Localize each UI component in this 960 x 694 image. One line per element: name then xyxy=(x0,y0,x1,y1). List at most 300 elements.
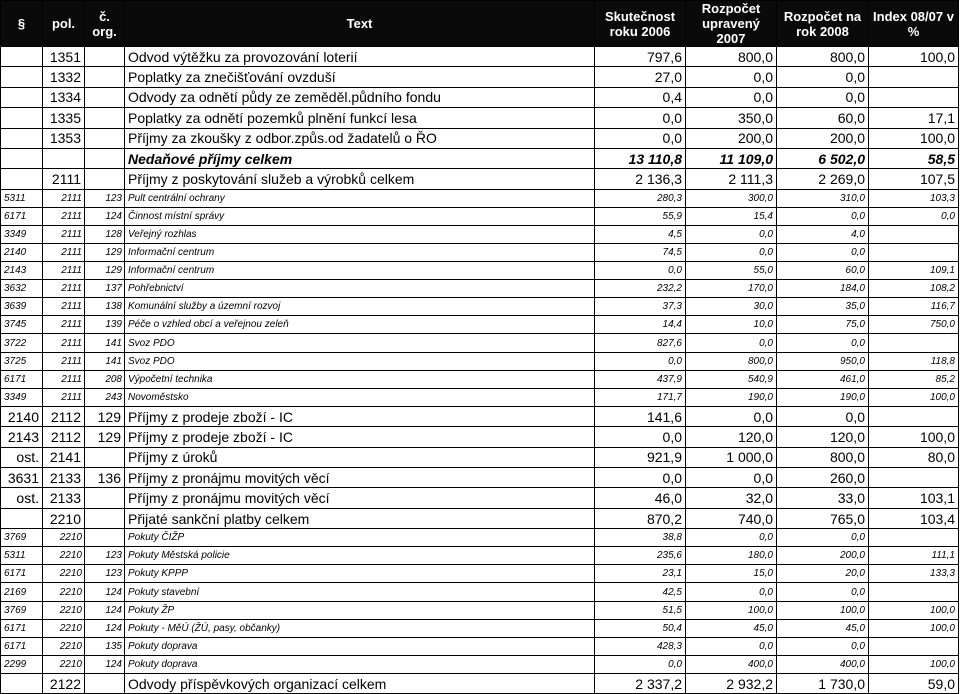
cell-skut: 13 110,8 xyxy=(595,148,686,168)
cell-pol: 1353 xyxy=(43,128,85,148)
table-row xyxy=(1,447,959,467)
cell-rozp: 170,0 xyxy=(686,280,777,298)
cell-skut: 2 136,3 xyxy=(595,169,686,189)
cell-par: 6171 xyxy=(1,565,43,583)
table-row xyxy=(1,128,959,148)
cell-text: Svoz PDO xyxy=(125,352,595,370)
cell-index: 100,0 xyxy=(869,619,959,637)
cell-text: Příjmy z prodeje zboží - IC xyxy=(125,427,595,447)
cell-text: Příjmy z poskytování služeb a výrobků celkem xyxy=(125,169,595,189)
cell-rozp-na: 0,0 xyxy=(777,529,869,547)
table-body xyxy=(1,47,959,694)
cell-pol: 1335 xyxy=(43,108,85,128)
table-row xyxy=(1,189,959,207)
cell-par xyxy=(1,108,43,128)
cell-par: 2140 xyxy=(1,406,43,426)
cell-index: 100,0 xyxy=(869,601,959,619)
table-row xyxy=(1,637,959,655)
table-row xyxy=(1,244,959,262)
cell-rozp-na: 45,0 xyxy=(777,619,869,637)
cell-rozp: 180,0 xyxy=(686,547,777,565)
cell-rozp-na: 461,0 xyxy=(777,370,869,388)
cell-pol: 2111 xyxy=(43,262,85,280)
header-paragraph: § xyxy=(1,1,43,47)
cell-text: Péče o vzhled obcí a veřejnou zeleň xyxy=(125,316,595,334)
cell-text: Pokuty doprava xyxy=(125,637,595,655)
cell-pol: 2111 xyxy=(43,316,85,334)
cell-rozp-na: 200,0 xyxy=(777,547,869,565)
cell-rozp: 11 109,0 xyxy=(686,148,777,168)
cell-pol: 2111 xyxy=(43,370,85,388)
table-row xyxy=(1,67,959,87)
cell-par: 3349 xyxy=(1,225,43,243)
cell-rozp-na: 950,0 xyxy=(777,352,869,370)
cell-pol: 2111 xyxy=(43,225,85,243)
cell-par: 3769 xyxy=(1,529,43,547)
cell-pol: 1332 xyxy=(43,67,85,87)
cell-par xyxy=(1,47,43,67)
cell-rozp-na: 0,0 xyxy=(777,207,869,225)
cell-index: 103,4 xyxy=(869,508,959,528)
cell-pol: 2210 xyxy=(43,583,85,601)
cell-par: 3722 xyxy=(1,334,43,352)
cell-text: Příjmy z prodeje zboží - IC xyxy=(125,406,595,426)
cell-org xyxy=(85,508,125,528)
cell-index xyxy=(869,225,959,243)
cell-par: 2169 xyxy=(1,583,43,601)
cell-rozp: 120,0 xyxy=(686,427,777,447)
cell-text: Pokuty doprava xyxy=(125,655,595,673)
cell-skut: 232,2 xyxy=(595,280,686,298)
cell-skut: 74,5 xyxy=(595,244,686,262)
cell-rozp-na: 0,0 xyxy=(777,406,869,426)
cell-par: 2140 xyxy=(1,244,43,262)
cell-org: 128 xyxy=(85,225,125,243)
table-row xyxy=(1,488,959,508)
cell-rozp: 0,0 xyxy=(686,468,777,488)
cell-rozp-na: 0,0 xyxy=(777,67,869,87)
cell-rozp-na: 20,0 xyxy=(777,565,869,583)
cell-org: 124 xyxy=(85,619,125,637)
cell-index xyxy=(869,67,959,87)
cell-rozp: 0,0 xyxy=(686,244,777,262)
cell-skut: 797,6 xyxy=(595,47,686,67)
cell-org xyxy=(85,447,125,467)
cell-org: 129 xyxy=(85,427,125,447)
cell-par: 5311 xyxy=(1,189,43,207)
cell-pol: 2111 xyxy=(43,280,85,298)
cell-rozp-na: 35,0 xyxy=(777,298,869,316)
table-row xyxy=(1,280,959,298)
cell-index: 100,0 xyxy=(869,388,959,406)
table-row xyxy=(1,427,959,447)
cell-skut: 37,3 xyxy=(595,298,686,316)
cell-org xyxy=(85,47,125,67)
cell-text: Nedaňové příjmy celkem xyxy=(125,148,595,168)
cell-pol: 2112 xyxy=(43,427,85,447)
cell-text: Odvod výtěžku za provozování loterií xyxy=(125,47,595,67)
cell-org: 129 xyxy=(85,406,125,426)
cell-rozp-na: 120,0 xyxy=(777,427,869,447)
cell-pol: 2111 xyxy=(43,352,85,370)
cell-org: 136 xyxy=(85,468,125,488)
cell-org xyxy=(85,148,125,168)
cell-index: 100,0 xyxy=(869,128,959,148)
cell-index: 103,3 xyxy=(869,189,959,207)
cell-index: 100,0 xyxy=(869,427,959,447)
cell-par xyxy=(1,87,43,107)
cell-par xyxy=(1,508,43,528)
cell-text: Pokuty ŽP xyxy=(125,601,595,619)
cell-par: 2143 xyxy=(1,262,43,280)
cell-text: Pult centrální ochrany xyxy=(125,189,595,207)
cell-par: 5311 xyxy=(1,547,43,565)
cell-text: Příjmy z úroků xyxy=(125,447,595,467)
table-row xyxy=(1,225,959,243)
cell-pol: 2210 xyxy=(43,529,85,547)
cell-pol: 2111 xyxy=(43,207,85,225)
table-row xyxy=(1,619,959,637)
cell-par xyxy=(1,673,43,693)
cell-skut: 0,0 xyxy=(595,427,686,447)
cell-skut: 50,4 xyxy=(595,619,686,637)
cell-rozp-na: 75,0 xyxy=(777,316,869,334)
cell-index xyxy=(869,583,959,601)
cell-rozp-na: 800,0 xyxy=(777,447,869,467)
cell-skut: 235,6 xyxy=(595,547,686,565)
cell-par xyxy=(1,169,43,189)
cell-skut: 0,0 xyxy=(595,352,686,370)
cell-pol: 2122 xyxy=(43,673,85,693)
table-row xyxy=(1,406,959,426)
cell-rozp-na: 190,0 xyxy=(777,388,869,406)
cell-text: Přijaté sankční platby celkem xyxy=(125,508,595,528)
cell-index xyxy=(869,334,959,352)
table-row xyxy=(1,565,959,583)
cell-skut: 870,2 xyxy=(595,508,686,528)
cell-index: 100,0 xyxy=(869,655,959,673)
cell-index xyxy=(869,244,959,262)
cell-rozp-na: 0,0 xyxy=(777,334,869,352)
cell-skut: 0,0 xyxy=(595,128,686,148)
cell-rozp: 800,0 xyxy=(686,352,777,370)
cell-rozp: 740,0 xyxy=(686,508,777,528)
table-row xyxy=(1,655,959,673)
cell-text: Příjmy z pronájmu movitých věcí xyxy=(125,468,595,488)
cell-pol: 2210 xyxy=(43,508,85,528)
cell-org: 124 xyxy=(85,207,125,225)
cell-skut: 0,0 xyxy=(595,108,686,128)
cell-pol: 2111 xyxy=(43,298,85,316)
cell-org: 124 xyxy=(85,655,125,673)
cell-org: 137 xyxy=(85,280,125,298)
cell-rozp-na: 100,0 xyxy=(777,601,869,619)
cell-index: 100,0 xyxy=(869,47,959,67)
cell-rozp-na: 4,0 xyxy=(777,225,869,243)
table-row xyxy=(1,334,959,352)
cell-par xyxy=(1,67,43,87)
cell-rozp-na: 6 502,0 xyxy=(777,148,869,168)
cell-index: 116,7 xyxy=(869,298,959,316)
header-index: Index 08/07 v % xyxy=(869,1,959,47)
cell-rozp: 10,0 xyxy=(686,316,777,334)
cell-pol: 2111 xyxy=(43,334,85,352)
header-rozpocet: Rozpočet upravený 2007 xyxy=(686,1,777,47)
header-text: Text xyxy=(125,1,595,47)
cell-rozp-na: 400,0 xyxy=(777,655,869,673)
cell-org xyxy=(85,529,125,547)
table-row xyxy=(1,87,959,107)
cell-org: 124 xyxy=(85,601,125,619)
cell-rozp-na: 60,0 xyxy=(777,262,869,280)
cell-par: ost. xyxy=(1,488,43,508)
cell-index: 750,0 xyxy=(869,316,959,334)
cell-index: 108,2 xyxy=(869,280,959,298)
header-pol: pol. xyxy=(43,1,85,47)
cell-rozp: 32,0 xyxy=(686,488,777,508)
cell-pol: 2112 xyxy=(43,406,85,426)
cell-par: 3349 xyxy=(1,388,43,406)
cell-skut: 2 337,2 xyxy=(595,673,686,693)
cell-pol: 2111 xyxy=(43,244,85,262)
cell-org xyxy=(85,673,125,693)
cell-par: 3725 xyxy=(1,352,43,370)
table-row xyxy=(1,316,959,334)
cell-rozp-na: 184,0 xyxy=(777,280,869,298)
cell-rozp: 0,0 xyxy=(686,583,777,601)
cell-index: 85,2 xyxy=(869,370,959,388)
header-org: č. org. xyxy=(85,1,125,47)
cell-index: 59,0 xyxy=(869,673,959,693)
cell-index: 17,1 xyxy=(869,108,959,128)
cell-org: 123 xyxy=(85,547,125,565)
cell-rozp: 800,0 xyxy=(686,47,777,67)
table-row xyxy=(1,468,959,488)
cell-index xyxy=(869,406,959,426)
cell-par: 6171 xyxy=(1,637,43,655)
cell-rozp: 0,0 xyxy=(686,225,777,243)
table-row xyxy=(1,388,959,406)
cell-rozp: 190,0 xyxy=(686,388,777,406)
cell-rozp-na: 0,0 xyxy=(777,637,869,655)
cell-pol: 2133 xyxy=(43,468,85,488)
cell-par: 6171 xyxy=(1,370,43,388)
cell-par: 2299 xyxy=(1,655,43,673)
cell-rozp: 350,0 xyxy=(686,108,777,128)
cell-par: 6171 xyxy=(1,619,43,637)
cell-par: 3632 xyxy=(1,280,43,298)
cell-rozp: 2 932,2 xyxy=(686,673,777,693)
table-row xyxy=(1,673,959,693)
cell-par xyxy=(1,128,43,148)
cell-text: Pokuty ČIŽP xyxy=(125,529,595,547)
cell-org: 139 xyxy=(85,316,125,334)
cell-text: Poplatky za znečišťování ovzduší xyxy=(125,67,595,87)
cell-rozp: 0,0 xyxy=(686,87,777,107)
cell-par: 6171 xyxy=(1,207,43,225)
cell-org xyxy=(85,169,125,189)
cell-index xyxy=(869,87,959,107)
cell-pol: 2210 xyxy=(43,637,85,655)
cell-par: 2143 xyxy=(1,427,43,447)
cell-index: 80,0 xyxy=(869,447,959,467)
table-row xyxy=(1,148,959,168)
table-row xyxy=(1,47,959,67)
cell-pol xyxy=(43,148,85,168)
cell-index: 133,3 xyxy=(869,565,959,583)
cell-org: 208 xyxy=(85,370,125,388)
cell-skut: 141,6 xyxy=(595,406,686,426)
cell-rozp-na: 800,0 xyxy=(777,47,869,67)
cell-org: 129 xyxy=(85,262,125,280)
cell-text: Příjmy za zkoušky z odbor.způs.od žadatelů o ŘO xyxy=(125,128,595,148)
cell-par: ost. xyxy=(1,447,43,467)
cell-org: 138 xyxy=(85,298,125,316)
cell-pol: 2141 xyxy=(43,447,85,467)
cell-org: 124 xyxy=(85,583,125,601)
cell-org xyxy=(85,488,125,508)
cell-rozp: 1 000,0 xyxy=(686,447,777,467)
cell-pol: 2111 xyxy=(43,189,85,207)
cell-rozp-na: 33,0 xyxy=(777,488,869,508)
cell-text: Pokuty Městská policie xyxy=(125,547,595,565)
cell-text: Pokuty stavební xyxy=(125,583,595,601)
cell-text: Novoměstsko xyxy=(125,388,595,406)
cell-text: Výpočetní technika xyxy=(125,370,595,388)
cell-index xyxy=(869,637,959,655)
table-row xyxy=(1,169,959,189)
cell-skut: 0,0 xyxy=(595,468,686,488)
cell-text: Příjmy z pronájmu movitých věcí xyxy=(125,488,595,508)
cell-skut: 14,4 xyxy=(595,316,686,334)
cell-index xyxy=(869,529,959,547)
cell-text: Informační centrum xyxy=(125,244,595,262)
cell-index: 58,5 xyxy=(869,148,959,168)
cell-skut: 921,9 xyxy=(595,447,686,467)
cell-rozp-na: 0,0 xyxy=(777,583,869,601)
cell-rozp: 540,9 xyxy=(686,370,777,388)
cell-pol: 2210 xyxy=(43,601,85,619)
cell-skut: 0,4 xyxy=(595,87,686,107)
cell-org: 123 xyxy=(85,189,125,207)
cell-index: 0,0 xyxy=(869,207,959,225)
cell-text: Veřejný rozhlas xyxy=(125,225,595,243)
cell-skut: 23,1 xyxy=(595,565,686,583)
cell-org xyxy=(85,128,125,148)
cell-pol: 1351 xyxy=(43,47,85,67)
cell-rozp: 30,0 xyxy=(686,298,777,316)
cell-pol: 2133 xyxy=(43,488,85,508)
cell-text: Poplatky za odnětí pozemků plnění funkcí lesa xyxy=(125,108,595,128)
table-row xyxy=(1,583,959,601)
cell-pol: 2111 xyxy=(43,388,85,406)
cell-pol: 1334 xyxy=(43,87,85,107)
cell-par: 3745 xyxy=(1,316,43,334)
cell-text: Svoz PDO xyxy=(125,334,595,352)
header-row xyxy=(1,1,959,47)
cell-rozp: 0,0 xyxy=(686,637,777,655)
cell-rozp: 100,0 xyxy=(686,601,777,619)
cell-text: Odvody příspěvkových organizací celkem xyxy=(125,673,595,693)
cell-org xyxy=(85,87,125,107)
cell-index: 109,1 xyxy=(869,262,959,280)
cell-rozp-na: 0,0 xyxy=(777,244,869,262)
cell-pol: 2210 xyxy=(43,619,85,637)
table-row xyxy=(1,207,959,225)
cell-par xyxy=(1,148,43,168)
cell-rozp: 0,0 xyxy=(686,67,777,87)
cell-rozp-na: 765,0 xyxy=(777,508,869,528)
cell-index: 103,1 xyxy=(869,488,959,508)
cell-text: Pokuty - MěÚ (ŽÚ, pasy, občanky) xyxy=(125,619,595,637)
cell-skut: 0,0 xyxy=(595,655,686,673)
cell-text: Odvody za odnětí půdy ze zeměděl.půdního fondu xyxy=(125,87,595,107)
cell-par: 3639 xyxy=(1,298,43,316)
cell-pol: 2210 xyxy=(43,655,85,673)
cell-text: Informační centrum xyxy=(125,262,595,280)
cell-org: 129 xyxy=(85,244,125,262)
cell-skut: 827,6 xyxy=(595,334,686,352)
cell-rozp: 0,0 xyxy=(686,529,777,547)
cell-skut: 46,0 xyxy=(595,488,686,508)
table-row xyxy=(1,547,959,565)
cell-skut: 55,9 xyxy=(595,207,686,225)
cell-skut: 27,0 xyxy=(595,67,686,87)
cell-text: Činnost místní správy xyxy=(125,207,595,225)
cell-rozp-na: 310,0 xyxy=(777,189,869,207)
cell-skut: 4,5 xyxy=(595,225,686,243)
cell-index: 111,1 xyxy=(869,547,959,565)
cell-skut: 38,8 xyxy=(595,529,686,547)
cell-skut: 51,5 xyxy=(595,601,686,619)
cell-rozp-na: 60,0 xyxy=(777,108,869,128)
cell-skut: 42,5 xyxy=(595,583,686,601)
cell-rozp-na: 1 730,0 xyxy=(777,673,869,693)
table-row xyxy=(1,529,959,547)
header-rozpocet-na: Rozpočet na rok 2008 xyxy=(777,1,869,47)
cell-rozp: 0,0 xyxy=(686,334,777,352)
cell-par: 3769 xyxy=(1,601,43,619)
cell-skut: 280,3 xyxy=(595,189,686,207)
header-skutecnost: Skutečnost roku 2006 xyxy=(595,1,686,47)
cell-skut: 437,9 xyxy=(595,370,686,388)
cell-rozp: 200,0 xyxy=(686,128,777,148)
cell-rozp-na: 2 269,0 xyxy=(777,169,869,189)
table-row xyxy=(1,298,959,316)
cell-pol: 2111 xyxy=(43,169,85,189)
cell-org xyxy=(85,108,125,128)
cell-rozp: 55,0 xyxy=(686,262,777,280)
cell-rozp: 300,0 xyxy=(686,189,777,207)
cell-rozp: 0,0 xyxy=(686,406,777,426)
cell-rozp: 2 111,3 xyxy=(686,169,777,189)
cell-rozp-na: 0,0 xyxy=(777,87,869,107)
cell-rozp-na: 200,0 xyxy=(777,128,869,148)
table-row xyxy=(1,352,959,370)
table-row xyxy=(1,108,959,128)
cell-org xyxy=(85,67,125,87)
cell-par: 3631 xyxy=(1,468,43,488)
table-row xyxy=(1,370,959,388)
cell-org: 141 xyxy=(85,352,125,370)
cell-rozp: 400,0 xyxy=(686,655,777,673)
cell-pol: 2210 xyxy=(43,565,85,583)
cell-rozp-na: 260,0 xyxy=(777,468,869,488)
cell-org: 135 xyxy=(85,637,125,655)
cell-rozp: 45,0 xyxy=(686,619,777,637)
cell-text: Pohřebnictví xyxy=(125,280,595,298)
cell-org: 141 xyxy=(85,334,125,352)
